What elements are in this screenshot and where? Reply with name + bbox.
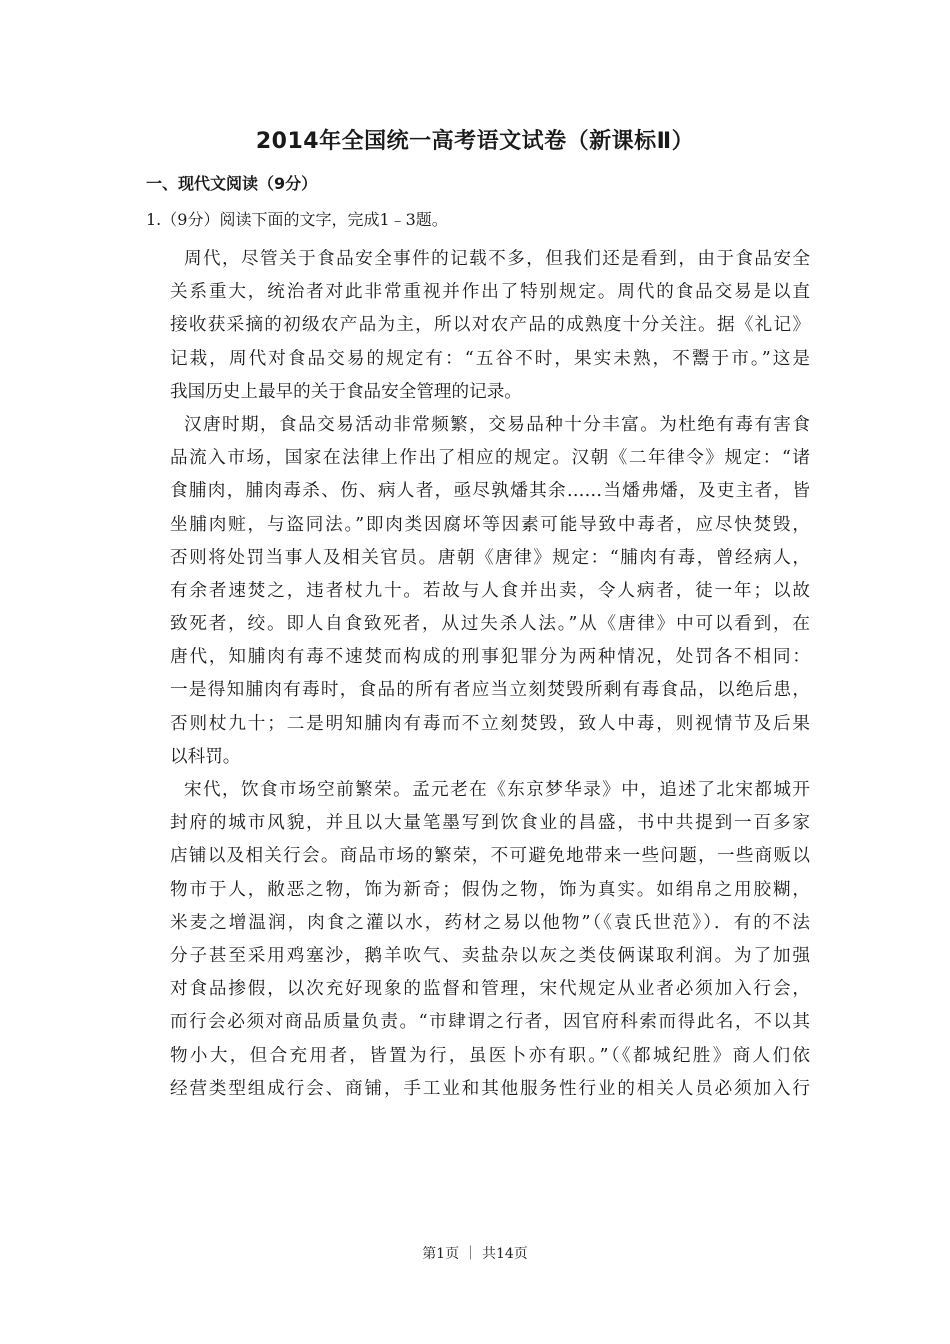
passage-line: 关系重大，统治者对此非常重视并作出了特别规定。周代的食品交易是以直 bbox=[170, 282, 810, 303]
passage-line: 否则将处罚当事人及相关官员。唐朝《唐律》规定：“脯肉有毒，曾经病人， bbox=[170, 547, 810, 568]
page-title: 2014年全国统一高考语文试卷（新课标Ⅱ） bbox=[255, 129, 695, 154]
passage-line: 记栽，周代对食品交易的规定有：“五谷不时，果实未熟，不鬻于市。”这是 bbox=[170, 348, 810, 369]
passage-line: 坐脯肉赃，与盗同法。”即肉类因腐坏等因素可能导致中毒者，应尽快焚毁， bbox=[170, 514, 810, 535]
reading-passage bbox=[170, 244, 810, 1107]
question-intro: 1.（9分）阅读下面的文字，完成1﹣3题。 bbox=[146, 210, 448, 229]
passage-line: 接收获采摘的初级农产品为主，所以对农产品的成熟度十分关注。据《礼记》 bbox=[170, 315, 810, 336]
passage-line: 有余者速焚之，违者杖九十。若故与人食并出卖，令人病者，徒一年；以故 bbox=[170, 580, 810, 601]
passage-line: 宋代，饮食市场空前繁荣。孟元老在《东京梦华录》中，追述了北宋都城开 bbox=[184, 780, 810, 800]
passage-line: 周代，尽管关于食品安全事件的记载不多，但我们还是看到，由于食品安全 bbox=[184, 249, 810, 269]
passage-line: 店铺以及相关行会。商品市场的繁荣，不可避免地带来一些问题，一些商贩以 bbox=[170, 846, 810, 867]
passage-line: 物市于人，敝恶之物，饰为新奇；假伪之物，饰为真实。如绢帛之用胶糊， bbox=[170, 879, 810, 900]
passage-line: 汉唐时期，食品交易活动非常频繁，交易品种十分丰富。为杜绝有毒有害食 bbox=[184, 414, 810, 435]
passage-line: 食脯肉，脯肉毒杀、伤、病人者，亟尽孰燔其余……当燔弗燔，及吏主者，皆 bbox=[170, 481, 810, 502]
passage-line: 唐代，知脯肉有毒不速焚而构成的刑事犯罪分为两种情况，处罚各不相同： bbox=[170, 647, 810, 668]
passage-line: 物小大，但合充用者，皆置为行，虽医卜亦有职。”（《都城纪胜》商人们依 bbox=[170, 1045, 810, 1066]
passage-line: 分子甚至采用鸡塞沙，鹅羊吹气、卖盐杂以灰之类伎俩谋取利润。为了加强 bbox=[170, 945, 810, 966]
passage-line: 对食品掺假，以次充好现象的监督和管理，宋代规定从业者必须加入行会， bbox=[170, 979, 810, 1000]
passage-line: 致死者，绞。即人自食致死者，从过失杀人法。”从《唐律》中可以看到，在 bbox=[170, 614, 810, 635]
passage-line: 而行会必须对商品质量负责。“市肆谓之行者，因官府科索而得此名，不以其 bbox=[170, 1012, 810, 1033]
passage-line: 我国历史上最早的关于食品安全管理的记录。 bbox=[170, 381, 522, 402]
passage-line: 否则杖九十；二是明知脯肉有毒而不立刻焚毁，致人中毒，则视情节及后果 bbox=[170, 713, 810, 734]
passage-line: 米麦之增温润，肉食之灌以水，药材之易以他物”（《袁氏世范》）．有的不法 bbox=[170, 912, 810, 933]
passage-line: 封府的城市风貌，并且以大量笔墨写到饮食业的昌盛，书中共提到一百多家 bbox=[170, 813, 810, 834]
section-heading: 一、现代文阅读（9分） bbox=[146, 174, 318, 193]
passage-line: 一是得知脯肉有毒时，食品的所有者应当立刻焚毁所剩有毒食品，以绝后患， bbox=[170, 680, 810, 701]
page-footer: 第1页 ｜ 共14页 bbox=[422, 1246, 528, 1262]
passage-line: 经营类型组成行会、商铺，手工业和其他服务性行业的相关人员必须加入行 bbox=[170, 1078, 810, 1099]
passage-line: 以科罚。 bbox=[170, 746, 241, 767]
passage-line: 品流入市场，国家在法律上作出了相应的规定。汉朝《二年律令》规定：“诸 bbox=[170, 448, 810, 469]
